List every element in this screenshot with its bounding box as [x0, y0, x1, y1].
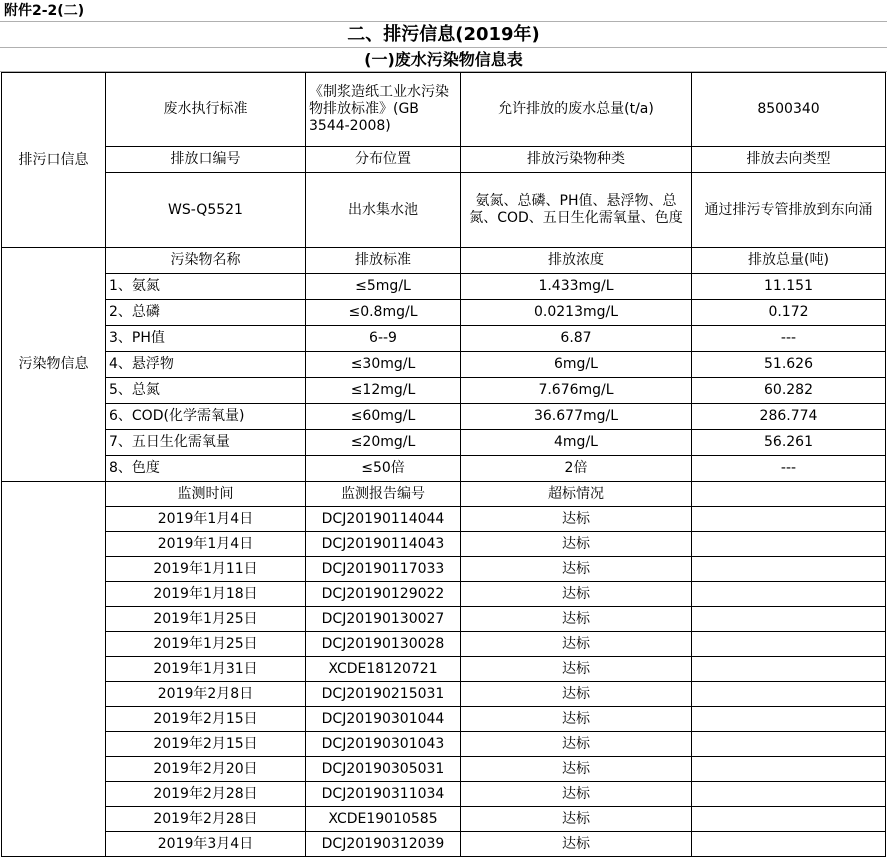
standard-row — [2, 73, 886, 147]
outlet-location: 出水集水池 — [306, 173, 461, 248]
monitoring-date: 2019年2月15日 — [106, 707, 306, 732]
emission-standard: ≤30mg/L — [306, 352, 461, 378]
report-number: DCJ20190301044 — [306, 707, 461, 732]
outlet-header-row — [2, 147, 886, 173]
pollutant-name: 1、氨氮 — [106, 274, 306, 300]
empty-cell — [692, 682, 886, 707]
pollutant-name: 4、悬浮物 — [106, 352, 306, 378]
emission-total: --- — [692, 326, 886, 352]
pollutant-row — [2, 300, 886, 326]
empty-cell — [692, 557, 886, 582]
exceedance-header: 超标情况 — [461, 482, 692, 507]
report-number: XCDE18120721 — [306, 657, 461, 682]
exceedance-status: 达标 — [461, 582, 692, 607]
pollutant-name: 6、COD(化学需氧量) — [106, 404, 306, 430]
exceedance-status: 达标 — [461, 732, 692, 757]
report-number: DCJ20190114043 — [306, 532, 461, 557]
pollutant-row — [2, 430, 886, 456]
pollutant-name: 2、总磷 — [106, 300, 306, 326]
monitoring-row — [2, 807, 886, 832]
monitoring-row — [2, 707, 886, 732]
pollutant-row — [2, 378, 886, 404]
exceedance-status: 达标 — [461, 532, 692, 557]
outlet-section-label: 排污口信息 — [2, 73, 106, 248]
pollutant-row — [2, 274, 886, 300]
monitoring-date: 2019年2月28日 — [106, 782, 306, 807]
emission-standard: ≤12mg/L — [306, 378, 461, 404]
monitoring-header-row — [2, 482, 886, 507]
pollutant-name: 3、PH值 — [106, 326, 306, 352]
emission-standard-header: 排放标准 — [306, 248, 461, 274]
emission-concentration: 36.677mg/L — [461, 404, 692, 430]
total-allowed-label: 允许排放的废水总量(t/a) — [461, 73, 692, 147]
emission-total: --- — [692, 456, 886, 482]
pollutant-name: 5、总氮 — [106, 378, 306, 404]
monitoring-row — [2, 657, 886, 682]
monitoring-row — [2, 507, 886, 532]
pollutant-row — [2, 404, 886, 430]
monitoring-row — [2, 582, 886, 607]
emission-concentration: 7.676mg/L — [461, 378, 692, 404]
monitoring-row — [2, 607, 886, 632]
discharge-direction: 通过排污专管排放到东向涌 — [692, 173, 886, 248]
monitoring-row — [2, 532, 886, 557]
monitoring-date: 2019年2月28日 — [106, 807, 306, 832]
pollutant-name-header: 污染物名称 — [106, 248, 306, 274]
concentration-header: 排放浓度 — [461, 248, 692, 274]
table-subtitle: (一)废水污染物信息表 — [0, 48, 887, 72]
report-number: DCJ20190129022 — [306, 582, 461, 607]
emission-total: 11.151 — [692, 274, 886, 300]
empty-cell — [692, 482, 886, 507]
monitoring-date: 2019年2月15日 — [106, 732, 306, 757]
total-emission-header: 排放总量(吨) — [692, 248, 886, 274]
monitoring-row — [2, 632, 886, 657]
outlet-id-header: 排放口编号 — [106, 147, 306, 173]
monitoring-row — [2, 757, 886, 782]
report-number: DCJ20190130028 — [306, 632, 461, 657]
monitoring-date: 2019年3月4日 — [106, 832, 306, 857]
report-number: DCJ20190114044 — [306, 507, 461, 532]
emission-standard: ≤5mg/L — [306, 274, 461, 300]
exceedance-status: 达标 — [461, 807, 692, 832]
emission-concentration: 6mg/L — [461, 352, 692, 378]
monitoring-date: 2019年1月4日 — [106, 507, 306, 532]
monitoring-date: 2019年1月31日 — [106, 657, 306, 682]
exceedance-status: 达标 — [461, 507, 692, 532]
outlet-id: WS-Q5521 — [106, 173, 306, 248]
empty-cell — [692, 757, 886, 782]
empty-cell — [692, 732, 886, 757]
empty-cell — [692, 657, 886, 682]
emission-total: 56.261 — [692, 430, 886, 456]
report-number: DCJ20190130027 — [306, 607, 461, 632]
empty-cell — [692, 507, 886, 532]
total-allowed-value: 8500340 — [692, 73, 886, 147]
page-title: 二、排污信息(2019年) — [0, 22, 887, 48]
pollutant-row — [2, 456, 886, 482]
empty-cell — [692, 532, 886, 557]
emission-total: 0.172 — [692, 300, 886, 326]
exceedance-status: 达标 — [461, 757, 692, 782]
emission-concentration: 4mg/L — [461, 430, 692, 456]
exceedance-status: 达标 — [461, 632, 692, 657]
report-number: XCDE19010585 — [306, 807, 461, 832]
emission-concentration: 0.0213mg/L — [461, 300, 692, 326]
exceedance-status: 达标 — [461, 657, 692, 682]
standard-value: 《制浆造纸工业水污染物排放标准》(GB 3544-2008) — [306, 73, 461, 147]
pollutant-header-row — [2, 248, 886, 274]
empty-cell — [692, 632, 886, 657]
monitoring-date: 2019年1月4日 — [106, 532, 306, 557]
report-number: DCJ20190312039 — [306, 832, 461, 857]
discharge-direction-header: 排放去向类型 — [692, 147, 886, 173]
emission-standard: ≤0.8mg/L — [306, 300, 461, 326]
report-number-header: 监测报告编号 — [306, 482, 461, 507]
exceedance-status: 达标 — [461, 607, 692, 632]
exceedance-status: 达标 — [461, 557, 692, 582]
empty-cell — [692, 832, 886, 857]
exceedance-status: 达标 — [461, 682, 692, 707]
pollutant-row — [2, 326, 886, 352]
exceedance-status: 达标 — [461, 832, 692, 857]
monitoring-section-label — [2, 482, 106, 857]
pollutant-types-header: 排放污染物种类 — [461, 147, 692, 173]
monitoring-date-header: 监测时间 — [106, 482, 306, 507]
monitoring-row — [2, 557, 886, 582]
report-number: DCJ20190311034 — [306, 782, 461, 807]
monitoring-date: 2019年1月18日 — [106, 582, 306, 607]
wastewater-table — [1, 72, 886, 857]
outlet-location-header: 分布位置 — [306, 147, 461, 173]
monitoring-row — [2, 782, 886, 807]
report-number: DCJ20190215031 — [306, 682, 461, 707]
monitoring-row — [2, 732, 886, 757]
emission-standard: ≤60mg/L — [306, 404, 461, 430]
emission-total: 60.282 — [692, 378, 886, 404]
emission-concentration: 1.433mg/L — [461, 274, 692, 300]
pollutant-section-label: 污染物信息 — [2, 248, 106, 482]
monitoring-date: 2019年1月11日 — [106, 557, 306, 582]
empty-cell — [692, 807, 886, 832]
pollutant-name: 7、五日生化需氧量 — [106, 430, 306, 456]
pollutant-name: 8、色度 — [106, 456, 306, 482]
empty-cell — [692, 707, 886, 732]
monitoring-date: 2019年2月20日 — [106, 757, 306, 782]
pollutant-row — [2, 352, 886, 378]
annex-label: 附件2-2(二) — [0, 0, 887, 22]
emission-standard: ≤20mg/L — [306, 430, 461, 456]
empty-cell — [692, 782, 886, 807]
exceedance-status: 达标 — [461, 782, 692, 807]
empty-cell — [692, 582, 886, 607]
report-number: DCJ20190305031 — [306, 757, 461, 782]
standard-label: 废水执行标准 — [106, 73, 306, 147]
monitoring-date: 2019年1月25日 — [106, 607, 306, 632]
emission-total: 286.774 — [692, 404, 886, 430]
monitoring-date: 2019年2月8日 — [106, 682, 306, 707]
emission-standard: ≤50倍 — [306, 456, 461, 482]
exceedance-status: 达标 — [461, 707, 692, 732]
monitoring-row — [2, 832, 886, 857]
report-number: DCJ20190301043 — [306, 732, 461, 757]
monitoring-row — [2, 682, 886, 707]
empty-cell — [692, 607, 886, 632]
emission-standard: 6--9 — [306, 326, 461, 352]
outlet-value-row — [2, 173, 886, 248]
emission-concentration: 2倍 — [461, 456, 692, 482]
emission-total: 51.626 — [692, 352, 886, 378]
emission-concentration: 6.87 — [461, 326, 692, 352]
pollutant-types: 氨氮、总磷、PH值、悬浮物、总氮、COD、五日生化需氧量、色度 — [461, 173, 692, 248]
report-number: DCJ20190117033 — [306, 557, 461, 582]
monitoring-date: 2019年1月25日 — [106, 632, 306, 657]
